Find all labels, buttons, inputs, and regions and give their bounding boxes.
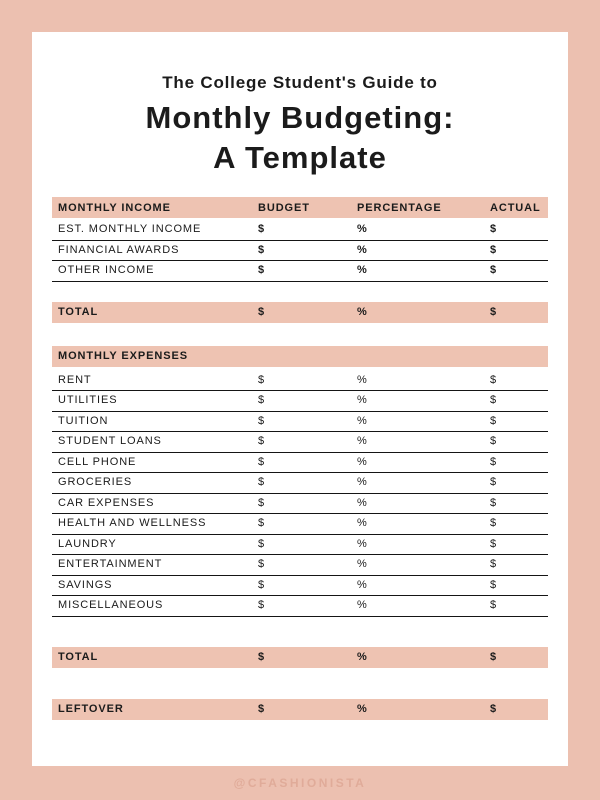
income-total-percentage: % — [357, 306, 368, 318]
budget-cell: $ — [258, 455, 266, 468]
actual-cell: $ — [490, 414, 498, 427]
percentage-cell: % — [357, 394, 368, 407]
row-label: TUITION — [58, 414, 109, 427]
table-row — [52, 261, 548, 282]
expenses-total-percentage: % — [357, 651, 368, 663]
table-row — [52, 391, 548, 412]
budget-cell: $ — [258, 537, 266, 550]
budget-cell: $ — [258, 578, 266, 591]
actual-cell: $ — [490, 496, 498, 509]
budget-cell: $ — [258, 517, 266, 530]
page-subtitle: The College Student's Guide to — [162, 73, 438, 92]
expenses-header-row — [52, 346, 548, 367]
budget-cell: $ — [258, 496, 266, 509]
actual-cell: $ — [490, 243, 498, 256]
table-row — [52, 241, 548, 262]
actual-cell: $ — [490, 476, 498, 489]
page-title-line2: A Template — [213, 140, 387, 175]
actual-cell: $ — [490, 599, 498, 612]
row-label: ENTERTAINMENT — [58, 558, 163, 571]
actual-cell: $ — [490, 455, 498, 468]
actual-cell: $ — [490, 537, 498, 550]
income-total-budget: $ — [258, 306, 266, 318]
expenses-total-label: TOTAL — [58, 651, 99, 663]
actual-cell: $ — [490, 223, 498, 236]
table-row — [52, 473, 548, 494]
income-header-row — [52, 197, 548, 218]
budget-cell: $ — [258, 558, 266, 571]
percentage-cell: % — [357, 558, 368, 571]
percentage-cell: % — [357, 517, 368, 530]
actual-cell: $ — [490, 517, 498, 530]
table-row — [52, 596, 548, 617]
table-row — [52, 576, 548, 597]
leftover-budget: $ — [258, 703, 266, 715]
row-label: STUDENT LOANS — [58, 435, 162, 448]
expense-rows — [52, 371, 548, 617]
table-row — [52, 555, 548, 576]
table-row — [52, 220, 548, 241]
row-label: RENT — [58, 373, 92, 386]
expenses-total-row — [52, 647, 548, 668]
table-row — [52, 535, 548, 556]
leftover-row — [52, 699, 548, 720]
percentage-cell: % — [357, 243, 368, 256]
row-label: CELL PHONE — [58, 455, 137, 468]
percentage-cell: % — [357, 599, 368, 612]
actual-cell: $ — [490, 264, 498, 277]
table-row — [52, 371, 548, 392]
header-block — [32, 32, 568, 178]
row-label: EST. MONTHLY INCOME — [58, 223, 202, 236]
percentage-cell: % — [357, 496, 368, 509]
leftover-label: LEFTOVER — [58, 703, 124, 715]
budget-cell: $ — [258, 373, 266, 386]
watermark-handle: @CFASHIONISTA — [233, 776, 367, 790]
template-page — [32, 32, 568, 766]
percentage-cell: % — [357, 373, 368, 386]
budget-cell: $ — [258, 264, 266, 277]
row-label: FINANCIAL AWARDS — [58, 243, 180, 256]
expenses-total-actual: $ — [490, 651, 498, 663]
row-label: GROCERIES — [58, 476, 133, 489]
actual-column-header: ACTUAL — [490, 201, 541, 214]
income-total-label: TOTAL — [58, 306, 99, 318]
page-title-line1: Monthly Budgeting: — [145, 100, 455, 135]
income-total-actual: $ — [490, 306, 498, 318]
actual-cell: $ — [490, 373, 498, 386]
actual-cell: $ — [490, 578, 498, 591]
income-header-title: MONTHLY INCOME — [58, 201, 171, 214]
budget-cell: $ — [258, 476, 266, 489]
table-row — [52, 453, 548, 474]
actual-cell: $ — [490, 435, 498, 448]
percentage-cell: % — [357, 537, 368, 550]
budget-cell: $ — [258, 394, 266, 407]
table-row — [52, 494, 548, 515]
percentage-cell: % — [357, 435, 368, 448]
row-label: MISCELLANEOUS — [58, 599, 164, 612]
percentage-column-header: PERCENTAGE — [357, 201, 442, 214]
percentage-cell: % — [357, 223, 368, 236]
income-rows — [52, 220, 548, 282]
percentage-cell: % — [357, 455, 368, 468]
budget-column-header: BUDGET — [258, 201, 310, 214]
income-total-row — [52, 302, 548, 323]
expenses-header-title: MONTHLY EXPENSES — [58, 350, 188, 362]
table-row — [52, 514, 548, 535]
row-label: OTHER INCOME — [58, 264, 155, 277]
table-row — [52, 412, 548, 433]
budget-cell: $ — [258, 414, 266, 427]
row-label: CAR EXPENSES — [58, 496, 155, 509]
percentage-cell: % — [357, 578, 368, 591]
row-label: UTILITIES — [58, 394, 118, 407]
table-row — [52, 432, 548, 453]
tables-area — [32, 197, 568, 720]
actual-cell: $ — [490, 394, 498, 407]
expenses-total-budget: $ — [258, 651, 266, 663]
actual-cell: $ — [490, 558, 498, 571]
row-label: LAUNDRY — [58, 537, 117, 550]
row-label: SAVINGS — [58, 578, 113, 591]
leftover-actual: $ — [490, 703, 498, 715]
budget-cell: $ — [258, 435, 266, 448]
percentage-cell: % — [357, 476, 368, 489]
budget-cell: $ — [258, 223, 266, 236]
budget-cell: $ — [258, 243, 266, 256]
budget-cell: $ — [258, 599, 266, 612]
row-label: HEALTH AND WELLNESS — [58, 517, 207, 530]
leftover-percentage: % — [357, 703, 368, 715]
percentage-cell: % — [357, 414, 368, 427]
percentage-cell: % — [357, 264, 368, 277]
